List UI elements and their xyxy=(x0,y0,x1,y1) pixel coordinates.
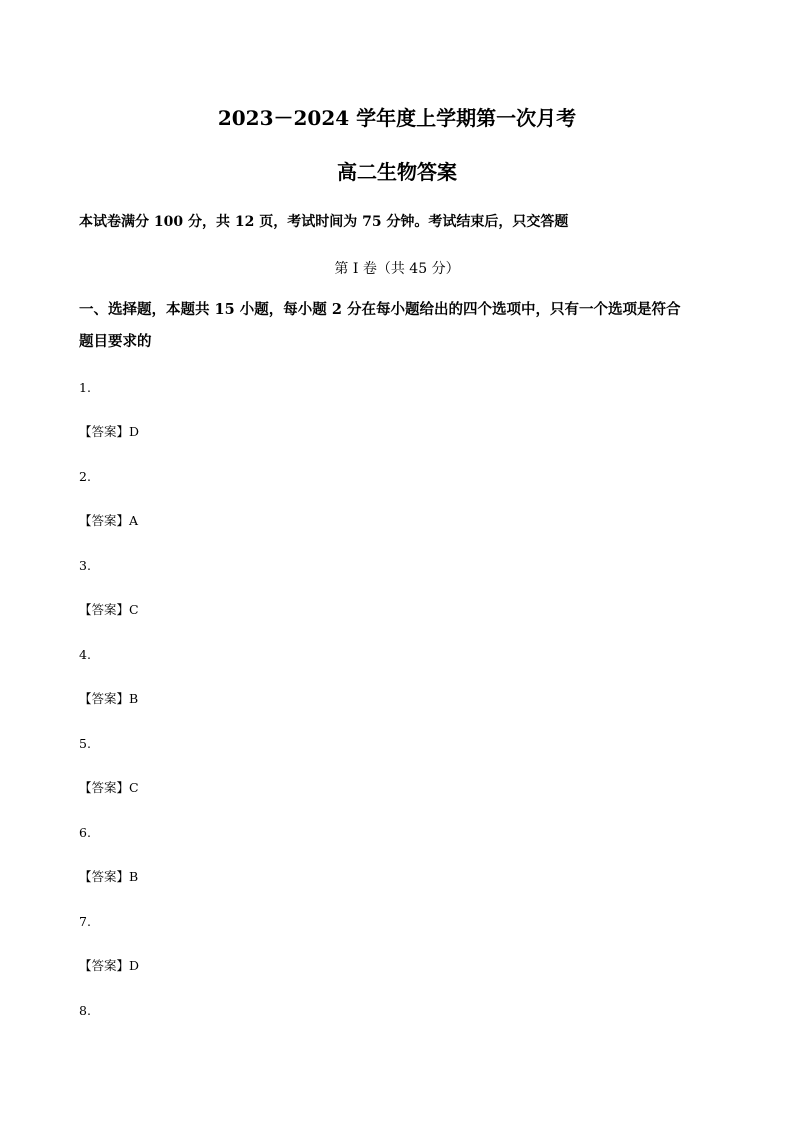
answer-value: C xyxy=(129,602,139,617)
answer-value: D xyxy=(129,424,140,439)
question-number: 3. xyxy=(79,558,91,573)
question-number: 4. xyxy=(79,647,91,662)
answer-value: B xyxy=(129,691,139,706)
exam-info: 本试卷满分 100 分，共 12 页，考试时间为 75 分钟。考试结束后，只交答题 xyxy=(79,214,569,230)
section-title: 第 I 卷（共 45 分） xyxy=(334,261,460,277)
answer-value: C xyxy=(129,780,139,795)
answer-label: 【答案】 xyxy=(79,780,130,795)
question-number: 8. xyxy=(79,1003,91,1018)
question-number: 6. xyxy=(79,825,91,840)
answer-line xyxy=(79,867,138,887)
answer-label: 【答案】 xyxy=(79,424,130,439)
answer-line xyxy=(79,778,139,798)
answer-label: 【答案】 xyxy=(79,869,130,884)
answer-label: 【答案】 xyxy=(79,691,130,706)
answer-label: 【答案】 xyxy=(79,513,130,528)
question-number: 1. xyxy=(79,380,91,395)
page-title: 2023－2024 学年度上学期第一次月考 xyxy=(217,106,577,130)
question-number: 5. xyxy=(79,736,91,751)
answer-line xyxy=(79,511,138,531)
answer-line xyxy=(79,600,139,620)
answer-value: A xyxy=(129,513,139,528)
part-heading-continued: 题目要求的 xyxy=(79,333,152,350)
part-heading: 一、选择题，本题共 15 小题，每小题 2 分在每小题给出的四个选项中，只有一个选项是符合 xyxy=(79,301,681,318)
answer-line xyxy=(79,422,139,442)
answer-value: D xyxy=(129,958,140,973)
answer-line xyxy=(79,956,139,976)
question-number: 7. xyxy=(79,914,91,929)
answer-label: 【答案】 xyxy=(79,958,130,973)
answer-line xyxy=(79,689,138,709)
page-subtitle: 高二生物答案 xyxy=(337,160,457,184)
question-number: 2. xyxy=(79,469,91,484)
answer-value: B xyxy=(129,869,139,884)
answer-label: 【答案】 xyxy=(79,602,130,617)
